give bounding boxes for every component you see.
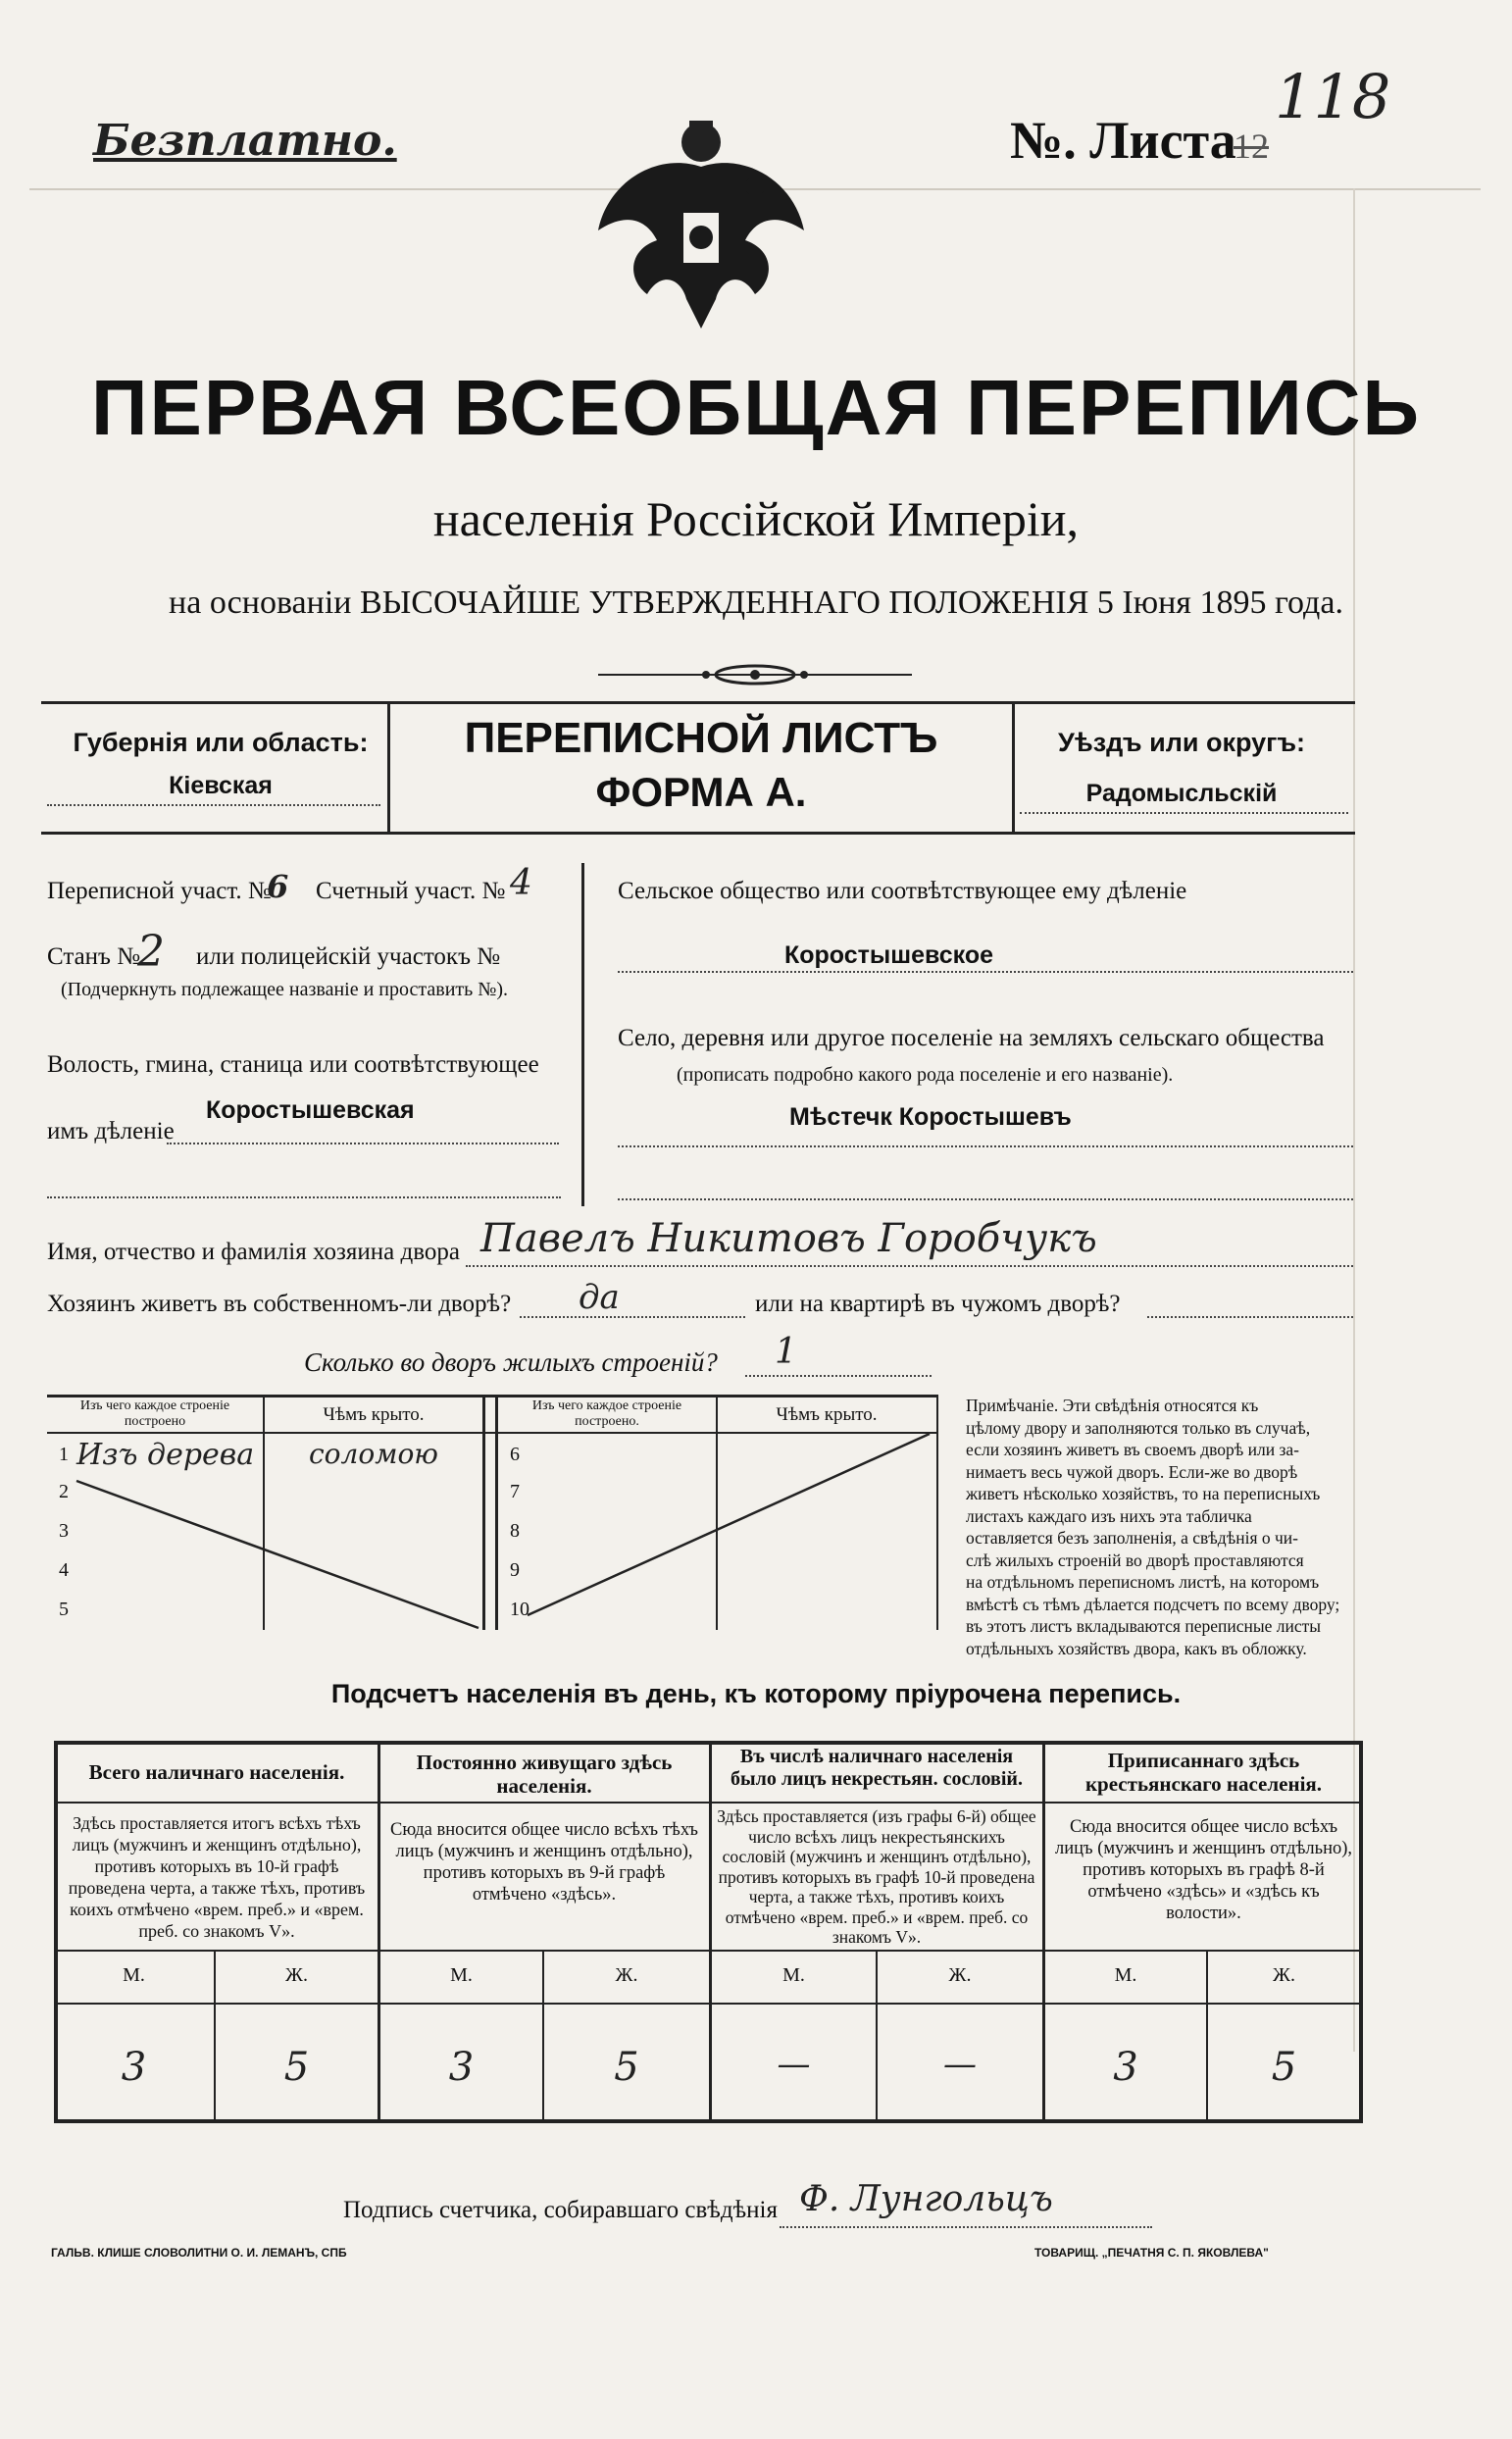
- note-line: вмѣстѣ съ тѣмъ дѣлается подсчетъ по всему двору;: [966, 1594, 1340, 1614]
- count-area-value: 4: [510, 863, 532, 903]
- gubernia-label: Губернія или область:: [73, 728, 369, 757]
- form-title: ПЕРЕПИСНОЙ ЛИСТЪ: [464, 714, 938, 762]
- volost-label: Волость, гмина, станица или соотвѣтствующее: [47, 1051, 539, 1078]
- volost-label-2: имъ дѣленіе: [47, 1118, 175, 1144]
- row-number: 10: [510, 1599, 529, 1620]
- note-line: въ этотъ листъ вкладываются переписные листы: [966, 1616, 1322, 1636]
- row-number: 1: [59, 1444, 69, 1465]
- stan-value: 2: [137, 927, 165, 977]
- buildings-strike-lines: [47, 1434, 939, 1630]
- village-label: Село, деревня или другое поселеніе на земляхъ сельскаго общества: [618, 1025, 1325, 1051]
- owner-lives-line: [520, 1316, 745, 1318]
- count-mf-bottom-line: [54, 2003, 1363, 2005]
- buildings-col-material-right: Изъ чего каждое строеніе построено.: [531, 1398, 682, 1429]
- buildings-col-material-left: Изъ чего каждое строеніе построено: [79, 1398, 230, 1429]
- note-line: отдѣльныхъ хозяйствъ двора, какъ въ обложку.: [966, 1638, 1307, 1658]
- owner-name-value: Павелъ Никитовъ Горобчукъ: [480, 1216, 1097, 1261]
- printer-left: ГАЛЬВ. КЛИШЕ СЛОВОЛИТНИ О. И. ЛЕМАНЪ, СПБ: [51, 2246, 347, 2260]
- male-label: М.: [450, 1964, 473, 1986]
- note-line: оставляется безъ заполненія, а свѣдѣнія о чи-: [966, 1528, 1298, 1548]
- count-mf-top-line: [54, 1950, 1363, 1952]
- count-title: Подсчетъ населенія въ день, къ которому пріурочена перепись.: [330, 1679, 1182, 1708]
- census-area-value: 6: [267, 868, 289, 905]
- male-label: М.: [123, 1964, 145, 1986]
- row1-roof: соломою: [309, 1438, 438, 1470]
- uezd-line: [1020, 812, 1348, 814]
- note-line: цѣлому двору и заполняются только въ случаѣ,: [966, 1417, 1311, 1438]
- count-header-permanent: Постоянно живущаго здѣсь населенія.: [416, 1751, 673, 1798]
- count-header-total: Всего наличнаго населенія.: [88, 1760, 345, 1784]
- village-line-2: [618, 1198, 1353, 1200]
- page-subtitle: населенія Россійской Имперіи,: [432, 491, 1080, 546]
- box-divider: [1012, 701, 1015, 832]
- buildings-col-roof-right: Чѣмъ крыто.: [776, 1404, 878, 1425]
- note-line: живетъ нѣсколько хозяйствъ, то на переписныхъ: [966, 1484, 1321, 1503]
- buildings-line: [745, 1375, 932, 1377]
- apartment-line: [1147, 1316, 1353, 1318]
- village-line: [618, 1145, 1353, 1147]
- gubernia-value: Кіевская: [169, 772, 273, 799]
- female-label: Ж.: [948, 1964, 972, 1986]
- sheet-number-crossed: 12: [1234, 127, 1269, 166]
- column-divider: [581, 863, 584, 1206]
- row-number: 3: [59, 1520, 69, 1542]
- note-line: нимаетъ весь чужой дворъ. Если-же во дворѣ: [966, 1461, 1298, 1482]
- owner-name-line: [466, 1265, 1353, 1267]
- count-value-total-f: 5: [283, 2045, 310, 2090]
- count-desc-total: Здѣсь проставляется итогъ всѣхъ тѣхъ лицъ (мужчинъ и женщинъ отдѣльно), противъ которыхъ въ 10-й графѣ проведена черта, а также тѣхъ, противъ коихъ отмѣчено «врем. преб.» и «врем. преб. со знакомъ V».: [68, 1813, 366, 1941]
- form-subtitle: ФОРМА А.: [595, 769, 807, 815]
- female-label: Ж.: [615, 1964, 638, 1986]
- male-label: М.: [782, 1964, 805, 1986]
- count-value-permanent-m: 3: [448, 2045, 475, 2090]
- volost-value: Коростышевская: [206, 1096, 415, 1124]
- sheet-number-label: №. Листа: [1010, 111, 1236, 170]
- subdivision-note: (Подчеркнуть подлежащее названіе и проставить №).: [61, 979, 508, 1000]
- note-line: Примѣчаніе. Эти свѣдѣнія относятся къ: [966, 1396, 1259, 1415]
- census-area-label: Переписной участ. №: [47, 878, 272, 904]
- sheet-number-handwritten: 118: [1275, 61, 1391, 132]
- female-label: Ж.: [1273, 1964, 1295, 1986]
- village-note: (прописать подробно какого рода поселеніе и его названіе).: [677, 1064, 1174, 1086]
- society-line: [618, 971, 1353, 973]
- count-desc-permanent: Сюда вносится общее число всѣхъ тѣхъ лицъ (мужчинъ и женщинъ отдѣльно), противъ которыхъ въ 9-й графѣ отмѣчено «здѣсь».: [390, 1820, 698, 1905]
- uezd-label: Уѣздъ или округъ:: [1057, 728, 1306, 757]
- owner-name-label: Имя, отчество и фамилія хозяина двора: [47, 1239, 460, 1265]
- legal-basis: на основаніи ВЫСОЧАЙШЕ УТВЕРЖДЕННАГО ПОЛОЖЕНІЯ 5 Іюня 1895 года.: [169, 584, 1343, 621]
- signature-value: Ф. Лунгольцъ: [799, 2179, 1053, 2219]
- society-label: Сельское общество или соотвѣтствующее ему дѣленіе: [618, 878, 1187, 904]
- owner-lives-value: да: [579, 1278, 620, 1317]
- printer-right: ТОВАРИЩ. „ПЕЧАТНЯ С. П. ЯКОВЛЕВА": [1034, 2246, 1269, 2260]
- row-number: 2: [59, 1481, 69, 1502]
- row-number: 4: [59, 1559, 69, 1581]
- count-header-non-peasant: Въ числѣ наличнаго населенія было лицъ некрестьян. сословій.: [731, 1746, 1023, 1790]
- count-header-line: [54, 1802, 1363, 1804]
- volost-line: [167, 1143, 559, 1144]
- count-desc-registered: Сюда вносится общее число всѣхъ лицъ (мужчинъ и женщинъ отдѣльно), противъ которыхъ въ графѣ 8-й отмѣчено «здѣсь» и «здѣсь къ волости».: [1054, 1817, 1353, 1923]
- ornament-divider: [598, 662, 912, 687]
- signature-label: Подпись счетчика, собиравшаго свѣдѣнія: [343, 2197, 778, 2223]
- buildings-col-roof-left: Чѣмъ крыто.: [323, 1404, 425, 1425]
- row-number: 7: [510, 1481, 520, 1502]
- note-line: на отдѣльномъ переписномъ листѣ, на которомъ: [966, 1572, 1320, 1592]
- box-divider: [387, 701, 390, 832]
- gubernia-line: [47, 804, 380, 806]
- owner-lives-label: Хозяинъ живетъ въ собственномъ-ли дворѣ?: [47, 1291, 512, 1317]
- uezd-value: Радомысльскій: [1085, 780, 1278, 807]
- buildings-label: Сколько во дворъ жилыхъ строеній?: [304, 1347, 718, 1377]
- count-value-nonpeasant-f: —: [943, 2045, 977, 2084]
- female-label: Ж.: [285, 1964, 308, 1986]
- village-value: Мѣстечк Коростышевъ: [789, 1103, 1072, 1131]
- count-value-registered-f: 5: [1271, 2045, 1297, 2090]
- count-desc-non-peasant: Здѣсь проставляется (изъ графы 6-й) общее число всѣхъ лицъ некрестьянскихъ сословій (мужчинъ и женщинъ отдѣльно), противъ которыхъ въ графѣ 10-й проведена черта, а также тѣхъ, противъ коихъ отмѣчено «врем. преб.» и «врем. преб. со знакомъ V».: [717, 1806, 1036, 1947]
- volost-line-2: [47, 1196, 561, 1198]
- apartment-label: или на квартирѣ въ чужомъ дворѣ?: [755, 1291, 1121, 1317]
- stan-label: Станъ №: [47, 943, 141, 970]
- double-headed-eagle-emblem: [588, 113, 814, 343]
- row-number: 5: [59, 1599, 69, 1620]
- note-block: [966, 1395, 1368, 1659]
- free-label: Безплатно.: [93, 116, 397, 166]
- signature-line: [780, 2226, 1152, 2228]
- note-title-hidden: [966, 1373, 967, 1374]
- count-header-registered: Приписаннаго здѣсь крестьянскаго населенія.: [1084, 1749, 1323, 1796]
- row1-material: Изъ дерева: [76, 1438, 255, 1472]
- count-value-registered-m: 3: [1113, 2045, 1138, 2090]
- row-number: 6: [510, 1444, 520, 1465]
- note-line: листахъ каждаго изъ нихъ эта табличка: [966, 1505, 1252, 1526]
- male-label: М.: [1114, 1964, 1137, 1986]
- count-value-permanent-f: 5: [614, 2045, 639, 2090]
- society-value: Коростышевское: [784, 941, 993, 969]
- count-value-nonpeasant-m: —: [777, 2045, 811, 2084]
- count-area-label: Счетный участ. №: [316, 878, 506, 904]
- row-number: 8: [510, 1520, 520, 1542]
- row-number: 9: [510, 1559, 520, 1581]
- buildings-value: 1: [775, 1332, 797, 1372]
- page-title: ПЕРВАЯ ВСЕОБЩАЯ ПЕРЕПИСЬ: [91, 364, 1421, 451]
- note-line: слѣ жилыхъ строеній во дворѣ проставляются: [966, 1550, 1304, 1570]
- note-line: если хозяинъ живетъ въ своемъ дворѣ или за-: [966, 1440, 1300, 1459]
- count-value-total-m: 3: [121, 2045, 147, 2090]
- police-label: или полицейскій участокъ №: [196, 943, 501, 970]
